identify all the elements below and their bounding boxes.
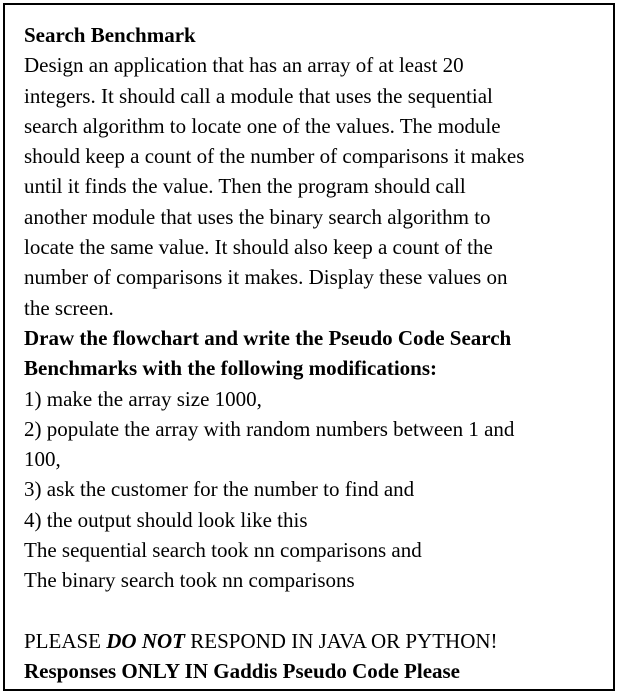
description-line: the screen. xyxy=(24,295,114,320)
note-suffix: RESPOND IN JAVA OR PYTHON! xyxy=(185,628,498,653)
description-paragraph xyxy=(24,50,614,323)
modification-item: 2) populate the array with random numbers between 1 and xyxy=(24,416,515,441)
description-line: integers. It should call a module that uses the sequential xyxy=(24,83,493,108)
output-example-line: The binary search took nn comparisons xyxy=(24,568,355,593)
document-title: Search Benchmark xyxy=(24,23,196,47)
description-line: Design an application that has an array of at least 20 xyxy=(24,53,464,78)
description-line: locate the same value. It should also keep a count of the xyxy=(24,235,493,260)
description-line: number of comparisons it makes. Display these values on xyxy=(24,265,508,290)
instruction-line: Draw the flowchart and write the Pseudo Code Search xyxy=(24,325,512,350)
document-frame xyxy=(3,3,615,691)
description-line: another module that uses the binary search algorithm to xyxy=(24,204,491,229)
modification-item: 4) the output should look like this xyxy=(24,507,308,532)
modification-item: 1) make the array size 1000, xyxy=(24,386,262,411)
instruction-line: Benchmarks with the following modifications: xyxy=(24,356,438,381)
description-line: search algorithm to locate one of the values. The module xyxy=(24,113,501,138)
paragraph-spacer xyxy=(24,596,614,626)
output-example-line: The sequential search took nn comparisons and xyxy=(24,538,422,563)
description-line: should keep a count of the number of comparisons it makes xyxy=(24,144,525,169)
final-request-line: Responses ONLY IN Gaddis Pseudo Code Please xyxy=(24,659,461,684)
language-note xyxy=(24,626,614,656)
note-prefix: PLEASE xyxy=(24,628,107,653)
modification-list xyxy=(24,384,614,596)
document-body xyxy=(24,20,614,687)
note-emphasis: DO NOT xyxy=(106,628,186,653)
modification-item: 100, xyxy=(24,447,61,472)
description-line: until it finds the value. Then the program should call xyxy=(24,174,466,199)
instruction-heading xyxy=(24,323,614,384)
modification-item: 3) ask the customer for the number to find and xyxy=(24,477,415,502)
